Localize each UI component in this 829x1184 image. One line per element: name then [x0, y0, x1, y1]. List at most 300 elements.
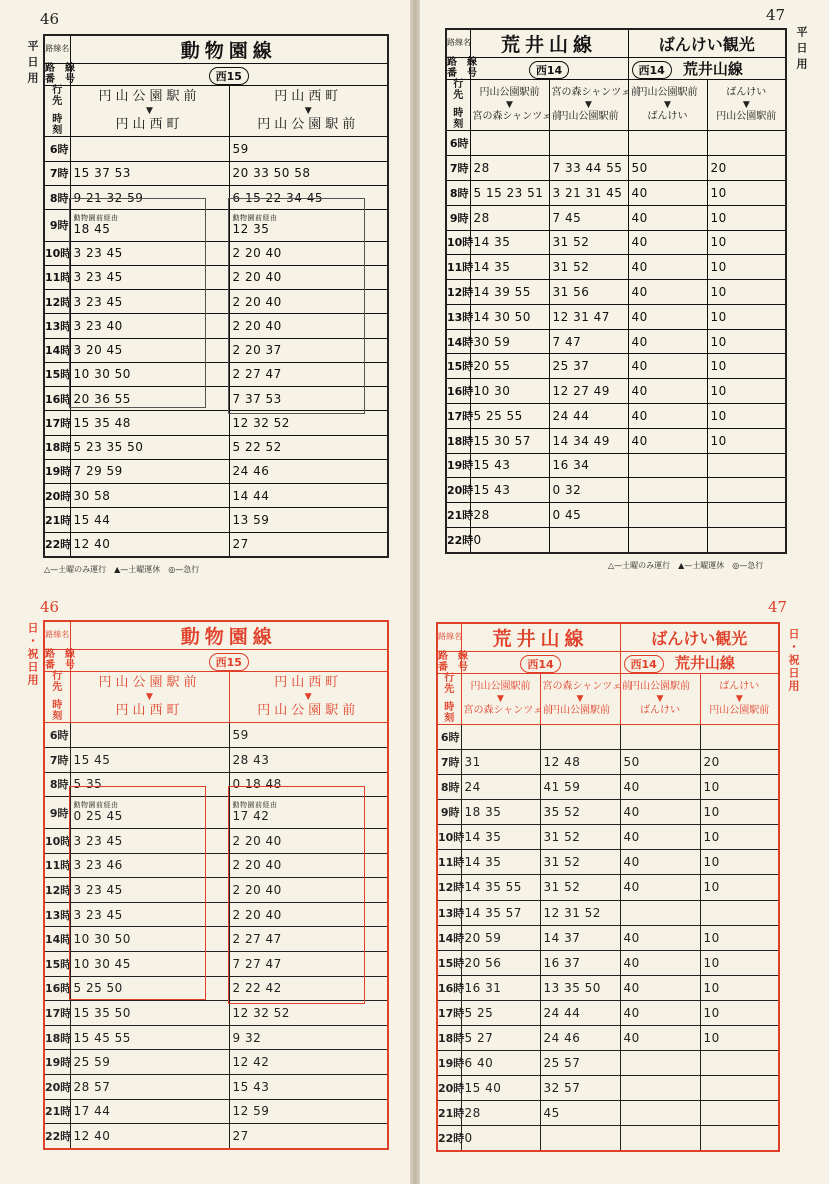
page-number: 47: [766, 6, 786, 24]
minutes-cell: 30 58: [70, 484, 229, 508]
direction-2: 宮の森シャンツェ前 ▼ 円山公園駅前: [540, 674, 620, 725]
route-header: 路 線 番 号: [45, 63, 75, 85]
minutes-cell: [628, 131, 707, 156]
hour-cell: 7時: [446, 156, 470, 181]
table-row: [437, 850, 779, 875]
minutes-cell: [628, 453, 707, 478]
direction-2: 円山西町 ▼ 円山公園駅前: [229, 86, 388, 137]
table-row: [437, 1075, 779, 1100]
table-row: [446, 255, 786, 280]
minutes-cell: 13 35 50: [540, 975, 620, 1000]
minutes-cell: 45: [540, 1100, 620, 1125]
minutes-cell: 10: [700, 800, 779, 825]
minutes-cell: 5 25 50: [70, 976, 229, 1001]
minutes-cell: 20 55: [470, 354, 549, 379]
direction-4: ばんけい ▼ 円山公園駅前: [707, 80, 786, 131]
table-row: [44, 459, 388, 483]
minutes-cell: 10: [700, 925, 779, 950]
route-header: 路 線 番 号: [447, 57, 477, 79]
minutes-cell: 動物園前経由 12 35: [229, 210, 388, 241]
arrow-down-icon: ▼: [576, 693, 584, 704]
via-box: [69, 786, 206, 1000]
table-row: [446, 180, 786, 205]
minutes-cell: 31 52: [540, 825, 620, 850]
minutes-cell: 10 30 50: [70, 927, 229, 952]
minutes-cell: 0 18 48: [229, 772, 388, 797]
spine-bottom: [410, 592, 420, 1184]
minutes-cell: 10: [707, 304, 786, 329]
minutes-cell: [707, 478, 786, 503]
minutes-cell: [700, 1050, 779, 1075]
minutes-cell: [620, 1075, 700, 1100]
arrow-down-icon: ▼: [304, 105, 312, 116]
minutes-cell: 2 22 42: [229, 976, 388, 1001]
table-row: [446, 230, 786, 255]
arrow-down-icon: ▼: [664, 99, 671, 110]
minutes-cell: 25 57: [540, 1050, 620, 1075]
side-label-weekday: 平日用: [26, 40, 39, 88]
table-row: [446, 280, 786, 305]
minutes-cell: 0 32: [549, 478, 628, 503]
hour-cell: 7時: [44, 747, 70, 772]
hour-cell: 6時: [44, 137, 70, 161]
minutes-cell: 15 30 57: [470, 428, 549, 453]
minutes-cell: [707, 453, 786, 478]
minutes-cell: 15 45 55: [70, 1025, 229, 1050]
minutes-cell: 14 37: [540, 925, 620, 950]
via-box: [228, 786, 365, 1004]
line-name-2: ばんけい観光: [628, 29, 786, 58]
minutes-cell: 40: [620, 825, 700, 850]
table-row: [437, 1000, 779, 1025]
minutes-cell: 12 32 52: [229, 1001, 388, 1026]
arrow-down-icon: ▼: [742, 99, 750, 110]
via-note: 動物園前経由: [73, 213, 119, 222]
minutes-cell: 12 42: [229, 1050, 388, 1075]
side-label-holiday: 日・祝日用: [787, 628, 800, 693]
minutes-cell: [620, 1100, 700, 1125]
minutes-cell: 10: [700, 775, 779, 800]
minutes-cell: 25 37: [549, 354, 628, 379]
hour-cell: 6時: [446, 131, 470, 156]
minutes-cell: 31 52: [549, 230, 628, 255]
hour-cell: 12時: [437, 875, 461, 900]
minutes-cell: 15 43: [470, 453, 549, 478]
arrow-down-icon: ▼: [735, 693, 743, 704]
minutes-cell: 10: [700, 1000, 779, 1025]
hour-cell: 8時: [437, 775, 461, 800]
minutes-cell: 40: [628, 280, 707, 305]
table-row: [446, 428, 786, 453]
minutes-cell: 2 20 40: [229, 878, 388, 903]
minutes-cell: 0: [470, 527, 549, 553]
table-row: [437, 1100, 779, 1125]
hour-cell: 13時: [446, 304, 470, 329]
minutes-cell: [707, 503, 786, 528]
minutes-cell: 12 40: [70, 1124, 229, 1149]
minutes-cell: 24 46: [229, 459, 388, 483]
hour-cell: 9時: [44, 210, 70, 241]
hour-cell: 6時: [437, 725, 461, 750]
direction-1: 円山公園駅前 ▼ 宮の森シャンツェ前: [470, 80, 549, 131]
minutes-cell: 10: [700, 850, 779, 875]
minutes-cell: 14 39 55: [470, 280, 549, 305]
minutes-cell: 7 45: [549, 205, 628, 230]
minutes-cell: 12 31 47: [549, 304, 628, 329]
minutes-cell: 14 35 55: [461, 875, 540, 900]
hour-cell: 21時: [44, 1099, 70, 1124]
table-row: [437, 925, 779, 950]
minutes-cell: [700, 725, 779, 750]
hour-cell: 18時: [437, 1025, 461, 1050]
table-row: [44, 411, 388, 435]
hour-cell: 10時: [437, 825, 461, 850]
minutes-cell: 40: [620, 1000, 700, 1025]
route-header: 路 線 番 号: [45, 649, 75, 671]
hour-cell: 13時: [44, 314, 70, 338]
minutes-cell: [700, 1125, 779, 1151]
minutes-cell: 40: [628, 230, 707, 255]
hour-cell: 15時: [44, 362, 70, 386]
minutes-cell: [700, 1075, 779, 1100]
table-row: [446, 131, 786, 156]
minutes-cell: 3 20 45: [70, 338, 229, 362]
table-row: [44, 1050, 388, 1075]
minutes-cell: 24 44: [549, 403, 628, 428]
minutes-cell: 12 48: [540, 750, 620, 775]
minutes-cell: [70, 723, 229, 748]
hour-cell: 11時: [446, 255, 470, 280]
minutes-cell: 28 57: [70, 1074, 229, 1099]
table-row: [44, 1074, 388, 1099]
hour-cell: 20時: [44, 484, 70, 508]
hour-cell: 16時: [437, 975, 461, 1000]
minutes-cell: 2 20 40: [229, 290, 388, 314]
minutes-cell: 5 23 35 50: [70, 435, 229, 459]
route-number-badge-2: 西14 荒井山線: [620, 652, 779, 674]
minutes-cell: 14 35 57: [461, 900, 540, 925]
hour-cell: 13時: [44, 902, 70, 927]
table-row: [446, 304, 786, 329]
direction-1: 円山公園駅前 ▼ 円山西町: [70, 86, 229, 137]
minutes-cell: [540, 1125, 620, 1151]
minutes-cell: 13 59: [229, 508, 388, 532]
table-row: [446, 403, 786, 428]
minutes-cell: [620, 1050, 700, 1075]
direction-1: 円山公園駅前 ▼ 円山西町: [70, 672, 229, 723]
minutes-cell: 15 43: [229, 1074, 388, 1099]
minutes-cell: 2 27 47: [229, 927, 388, 952]
minutes-cell: 7 27 47: [229, 951, 388, 976]
minutes-cell: 7 47: [549, 329, 628, 354]
table-row: [437, 725, 779, 750]
minutes-cell: 10 30 50: [70, 362, 229, 386]
minutes-cell: 40: [628, 403, 707, 428]
minutes-cell: 5 25: [461, 1000, 540, 1025]
minutes-cell: 31: [461, 750, 540, 775]
minutes-cell: 10 30 45: [70, 951, 229, 976]
hour-cell: 8時: [44, 185, 70, 209]
hour-cell: 9時: [44, 797, 70, 829]
minutes-cell: 20 59: [461, 925, 540, 950]
via-box: [228, 198, 365, 414]
minutes-cell: 3 23 45: [70, 878, 229, 903]
minutes-cell: 16 31: [461, 975, 540, 1000]
line-name-header: 路線名: [446, 29, 470, 58]
hour-cell: 11時: [44, 265, 70, 289]
minutes-cell: 24 44: [540, 1000, 620, 1025]
table-row: [446, 503, 786, 528]
minutes-cell: 40: [620, 925, 700, 950]
minutes-cell: 9 21 32 59: [70, 185, 229, 209]
via-note: 動物園前経由: [232, 801, 278, 810]
route-number-badge: 西14: [461, 652, 620, 674]
hour-cell: 7時: [437, 750, 461, 775]
minutes-cell: 35 52: [540, 800, 620, 825]
hour-cell: 11時: [437, 850, 461, 875]
minutes-cell: 0: [461, 1125, 540, 1151]
hour-cell: 12時: [44, 290, 70, 314]
minutes-cell: 15 40: [461, 1075, 540, 1100]
hour-cell: 12時: [44, 878, 70, 903]
table-row: [44, 747, 388, 772]
hour-cell: 17時: [44, 411, 70, 435]
minutes-cell: 16 34: [549, 453, 628, 478]
timetable-holiday-araiyama: [436, 622, 780, 1152]
hour-cell: 15時: [44, 951, 70, 976]
minutes-cell: 5 35: [70, 772, 229, 797]
hour-cell: 8時: [44, 772, 70, 797]
minutes-cell: 10: [707, 255, 786, 280]
minutes-cell: 14 30 50: [470, 304, 549, 329]
minutes-cell: 40: [620, 800, 700, 825]
minutes-cell: 9 32: [229, 1025, 388, 1050]
hour-cell: 13時: [437, 900, 461, 925]
table-row: [44, 1099, 388, 1124]
minutes-cell: 12 31 52: [540, 900, 620, 925]
minutes-cell: 14 44: [229, 484, 388, 508]
minutes-cell: 15 35 50: [70, 1001, 229, 1026]
minutes-cell: 40: [620, 1025, 700, 1050]
minutes-cell: 40: [628, 304, 707, 329]
minutes-cell: 59: [229, 723, 388, 748]
minutes-cell: 50: [628, 156, 707, 181]
route-number-badge: 西15: [70, 650, 388, 672]
minutes-cell: 40: [620, 850, 700, 875]
direction-1: 円山公園駅前 ▼ 宮の森シャンツェ前: [461, 674, 540, 725]
table-row: [44, 484, 388, 508]
minutes-cell: 20 36 55: [70, 387, 229, 411]
minutes-cell: 10: [707, 403, 786, 428]
minutes-cell: 40: [628, 180, 707, 205]
arrow-down-icon: ▼: [506, 99, 513, 110]
page-number: 46: [40, 10, 60, 28]
line-name-header: 路線名: [44, 35, 70, 64]
minutes-cell: 7 37 53: [229, 387, 388, 411]
minutes-cell: [707, 131, 786, 156]
hour-cell: 16時: [44, 976, 70, 1001]
table-row: [446, 329, 786, 354]
minutes-cell: 2 20 37: [229, 338, 388, 362]
minutes-cell: 20: [700, 750, 779, 775]
minutes-cell: 6 15 22 34 45: [229, 185, 388, 209]
table-row: [44, 1025, 388, 1050]
hour-cell: 17時: [437, 1000, 461, 1025]
minutes-cell: 40: [620, 950, 700, 975]
minutes-cell: 3 23 40: [70, 314, 229, 338]
hour-cell: 14時: [44, 338, 70, 362]
hour-cell: 22時: [437, 1125, 461, 1151]
minutes-cell: 24: [461, 775, 540, 800]
minutes-cell: 28: [470, 156, 549, 181]
minutes-cell: 59: [229, 137, 388, 161]
arrow-down-icon: ▼: [497, 693, 504, 704]
direction-3: 円山公園駅前 ▼ ばんけい: [620, 674, 700, 725]
spine-top: [410, 0, 420, 592]
minutes-cell: 2 27 47: [229, 362, 388, 386]
route-number-badge: 西14: [470, 58, 628, 80]
table-row: [446, 453, 786, 478]
line-name: 荒井山線: [461, 623, 620, 652]
direction-2: 宮の森シャンツェ前 ▼ 円山公園駅前: [549, 80, 628, 131]
line-name-2: ばんけい観光: [620, 623, 779, 652]
minutes-cell: [549, 527, 628, 553]
minutes-cell: 40: [628, 379, 707, 404]
via-box: [69, 198, 206, 408]
hour-cell: 7時: [44, 161, 70, 185]
hour-cell: 10時: [44, 829, 70, 854]
minutes-cell: 20 56: [461, 950, 540, 975]
line-name: 動物園線: [70, 621, 388, 650]
minutes-cell: 5 15 23 51: [470, 180, 549, 205]
minutes-cell: 6 40: [461, 1050, 540, 1075]
minutes-cell: 10: [707, 180, 786, 205]
table-row: [437, 900, 779, 925]
minutes-cell: 2 20 40: [229, 902, 388, 927]
via-note: 動物園前経由: [73, 801, 119, 810]
minutes-cell: 20: [707, 156, 786, 181]
minutes-cell: [628, 478, 707, 503]
minutes-cell: 15 35 48: [70, 411, 229, 435]
table-row: [437, 800, 779, 825]
minutes-cell: 18 35: [461, 800, 540, 825]
minutes-cell: 28: [470, 503, 549, 528]
minutes-cell: 3 23 45: [70, 241, 229, 265]
hour-cell: 18時: [446, 428, 470, 453]
minutes-cell: 動物園前経由 18 45: [70, 210, 229, 241]
minutes-cell: 2 20 40: [229, 265, 388, 289]
hour-cell: 19時: [44, 1050, 70, 1075]
minutes-cell: 28 43: [229, 747, 388, 772]
minutes-cell: 40: [628, 205, 707, 230]
table-row: [44, 137, 388, 161]
hour-cell: 12時: [446, 280, 470, 305]
minutes-cell: 5 27: [461, 1025, 540, 1050]
hour-cell: 22時: [446, 527, 470, 553]
minutes-cell: 40: [628, 354, 707, 379]
minutes-cell: [700, 900, 779, 925]
table-row: [44, 435, 388, 459]
destination-header: 行 先 時 刻: [446, 80, 470, 131]
minutes-cell: 0 45: [549, 503, 628, 528]
destination-header: 行 先 時 刻: [44, 672, 70, 723]
hour-cell: 9時: [437, 800, 461, 825]
table-row: [44, 532, 388, 557]
table-row: [446, 354, 786, 379]
line-name-header: 路線名: [437, 623, 461, 652]
minutes-cell: [620, 1125, 700, 1151]
minutes-cell: 12 27 49: [549, 379, 628, 404]
minutes-cell: [700, 1100, 779, 1125]
legend: △—土曜のみ運行 ▲—土曜運休 ◎—急行: [608, 561, 764, 570]
hour-cell: 8時: [446, 180, 470, 205]
minutes-cell: 32 57: [540, 1075, 620, 1100]
table-row: [446, 156, 786, 181]
side-label-holiday: 日・祝日用: [26, 622, 39, 687]
route-number-badge-2: 西14 荒井山線: [628, 58, 786, 80]
minutes-cell: 2 20 40: [229, 314, 388, 338]
minutes-cell: 3 23 45: [70, 265, 229, 289]
minutes-cell: 40: [628, 329, 707, 354]
minutes-cell: 10: [707, 230, 786, 255]
minutes-cell: 10: [700, 950, 779, 975]
hour-cell: 15時: [437, 950, 461, 975]
minutes-cell: 7 29 59: [70, 459, 229, 483]
table-row: [446, 478, 786, 503]
minutes-cell: 3 23 46: [70, 853, 229, 878]
route-number-badge: 西15: [70, 64, 388, 86]
minutes-cell: 14 35: [470, 255, 549, 280]
minutes-cell: 3 23 45: [70, 290, 229, 314]
page-number: 47: [768, 598, 788, 616]
direction-2: 円山西町 ▼ 円山公園駅前: [229, 672, 388, 723]
destination-header: 行 先 時 刻: [44, 86, 70, 137]
hour-cell: 18時: [44, 435, 70, 459]
hour-cell: 17時: [446, 403, 470, 428]
table-row: [437, 750, 779, 775]
minutes-cell: 12 32 52: [229, 411, 388, 435]
table-row: [446, 205, 786, 230]
minutes-cell: 14 35: [461, 825, 540, 850]
minutes-cell: 動物園前経由 0 25 45: [70, 797, 229, 829]
minutes-cell: 40: [628, 255, 707, 280]
minutes-cell: 20 33 50 58: [229, 161, 388, 185]
hour-cell: 20時: [446, 478, 470, 503]
minutes-cell: 27: [229, 532, 388, 557]
minutes-cell: 40: [620, 775, 700, 800]
table-row: [437, 1125, 779, 1151]
minutes-cell: [620, 900, 700, 925]
hour-cell: 9時: [446, 205, 470, 230]
minutes-cell: [70, 137, 229, 161]
minutes-cell: 7 33 44 55: [549, 156, 628, 181]
table-row: [44, 1124, 388, 1149]
minutes-cell: 14 34 49: [549, 428, 628, 453]
minutes-cell: 15 43: [470, 478, 549, 503]
hour-cell: 6時: [44, 723, 70, 748]
hour-cell: 14時: [437, 925, 461, 950]
direction-3: 円山公園駅前 ▼ ばんけい: [628, 80, 707, 131]
minutes-cell: 12 40: [70, 532, 229, 557]
side-label-weekday: 平日用: [795, 26, 808, 74]
minutes-cell: 動物園前経由 17 42: [229, 797, 388, 829]
table-row: [446, 379, 786, 404]
table-row: [437, 875, 779, 900]
minutes-cell: 31 52: [549, 255, 628, 280]
hour-cell: 14時: [44, 927, 70, 952]
hour-cell: 16時: [44, 387, 70, 411]
minutes-cell: 5 25 55: [470, 403, 549, 428]
